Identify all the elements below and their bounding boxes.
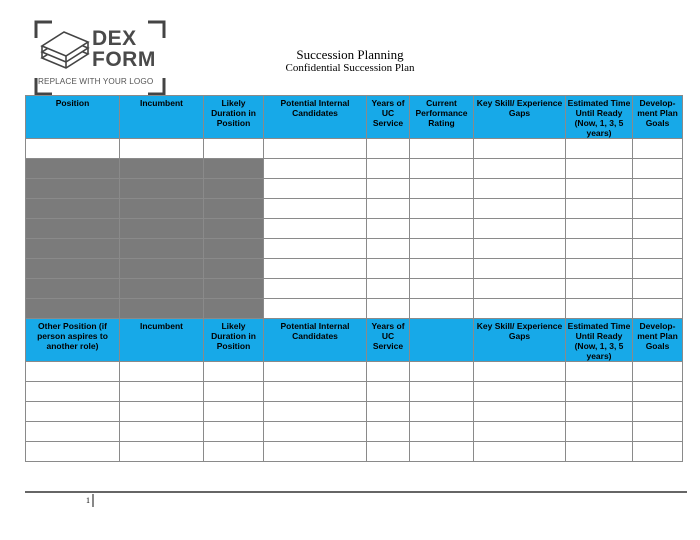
entry-cell[interactable] bbox=[474, 299, 566, 319]
entry-cell[interactable] bbox=[566, 402, 633, 422]
column-header: Incumbent bbox=[120, 319, 204, 362]
entry-cell[interactable] bbox=[566, 159, 633, 179]
entry-cell[interactable] bbox=[367, 199, 410, 219]
shaded-cell bbox=[26, 159, 120, 179]
entry-cell[interactable] bbox=[633, 299, 683, 319]
shaded-cell bbox=[26, 219, 120, 239]
column-header: Likely Duration in Position bbox=[204, 319, 264, 362]
entry-cell[interactable] bbox=[410, 199, 474, 219]
entry-cell[interactable] bbox=[26, 442, 120, 462]
entry-cell[interactable] bbox=[367, 362, 410, 382]
table-row bbox=[26, 279, 683, 299]
column-header: Potential Internal Candidates bbox=[264, 96, 367, 139]
entry-cell[interactable] bbox=[367, 382, 410, 402]
entry-cell[interactable] bbox=[367, 239, 410, 259]
logo-tagline: REPLACE WITH YOUR LOGO bbox=[38, 77, 154, 86]
shaded-cell bbox=[204, 159, 264, 179]
entry-cell[interactable] bbox=[566, 239, 633, 259]
column-header: Key Skill/ Experience Gaps bbox=[474, 319, 566, 362]
entry-cell[interactable] bbox=[633, 239, 683, 259]
entry-cell[interactable] bbox=[566, 362, 633, 382]
entry-cell[interactable] bbox=[566, 219, 633, 239]
table-row bbox=[26, 402, 683, 422]
table-row bbox=[26, 239, 683, 259]
page-number-divider bbox=[92, 494, 94, 507]
shaded-cell bbox=[120, 199, 204, 219]
entry-cell[interactable] bbox=[410, 139, 474, 159]
entry-cell[interactable] bbox=[474, 159, 566, 179]
entry-cell[interactable] bbox=[410, 219, 474, 239]
entry-cell[interactable] bbox=[367, 279, 410, 299]
entry-cell[interactable] bbox=[264, 422, 367, 442]
entry-cell[interactable] bbox=[474, 219, 566, 239]
entry-cell[interactable] bbox=[26, 139, 120, 159]
entry-cell[interactable] bbox=[204, 139, 264, 159]
column-header: Estimated Time Until Ready (Now, 1, 3, 5 years) bbox=[566, 96, 633, 139]
column-header: Estimated Time Until Ready (Now, 1, 3, 5 years) bbox=[566, 319, 633, 362]
entry-cell[interactable] bbox=[264, 159, 367, 179]
entry-cell[interactable] bbox=[633, 139, 683, 159]
entry-cell[interactable] bbox=[633, 362, 683, 382]
shaded-cell bbox=[204, 219, 264, 239]
entry-cell[interactable] bbox=[566, 442, 633, 462]
entry-cell[interactable] bbox=[474, 402, 566, 422]
entry-cell[interactable] bbox=[264, 199, 367, 219]
shaded-cell bbox=[120, 259, 204, 279]
entry-cell[interactable] bbox=[633, 382, 683, 402]
column-header bbox=[410, 319, 474, 362]
entry-cell[interactable] bbox=[633, 159, 683, 179]
entry-cell[interactable] bbox=[566, 299, 633, 319]
entry-cell[interactable] bbox=[633, 279, 683, 299]
entry-cell[interactable] bbox=[204, 442, 264, 462]
shaded-cell bbox=[26, 279, 120, 299]
entry-cell[interactable] bbox=[633, 422, 683, 442]
entry-cell[interactable] bbox=[633, 199, 683, 219]
shaded-cell bbox=[204, 199, 264, 219]
shaded-cell bbox=[26, 259, 120, 279]
entry-cell[interactable] bbox=[26, 422, 120, 442]
column-header: Develop-ment Plan Goals bbox=[633, 96, 683, 139]
column-header: Potential Internal Candidates bbox=[264, 319, 367, 362]
entry-cell[interactable] bbox=[264, 402, 367, 422]
column-header: Position bbox=[26, 96, 120, 139]
shaded-cell bbox=[120, 219, 204, 239]
entry-cell[interactable] bbox=[566, 139, 633, 159]
entry-cell[interactable] bbox=[204, 362, 264, 382]
footer-divider bbox=[25, 491, 687, 493]
entry-cell[interactable] bbox=[474, 442, 566, 462]
entry-cell[interactable] bbox=[120, 422, 204, 442]
document-title: Succession Planning bbox=[296, 47, 404, 62]
table-row bbox=[26, 362, 683, 382]
entry-cell[interactable] bbox=[367, 422, 410, 442]
table-row bbox=[26, 299, 683, 319]
company-logo bbox=[34, 20, 166, 96]
entry-cell[interactable] bbox=[204, 402, 264, 422]
entry-cell[interactable] bbox=[410, 279, 474, 299]
entry-cell[interactable] bbox=[566, 259, 633, 279]
entry-cell[interactable] bbox=[566, 422, 633, 442]
entry-cell[interactable] bbox=[120, 402, 204, 422]
entry-cell[interactable] bbox=[120, 139, 204, 159]
entry-cell[interactable] bbox=[474, 139, 566, 159]
entry-cell[interactable] bbox=[474, 199, 566, 219]
shaded-cell bbox=[120, 299, 204, 319]
entry-cell[interactable] bbox=[566, 199, 633, 219]
column-header: Incumbent bbox=[120, 96, 204, 139]
entry-cell[interactable] bbox=[120, 362, 204, 382]
entry-cell[interactable] bbox=[410, 442, 474, 462]
entry-cell[interactable] bbox=[474, 239, 566, 259]
succession-plan-table bbox=[25, 95, 683, 462]
entry-cell[interactable] bbox=[410, 402, 474, 422]
table-row bbox=[26, 382, 683, 402]
header-row-other-positions bbox=[26, 319, 683, 362]
shaded-cell bbox=[204, 239, 264, 259]
entry-cell[interactable] bbox=[633, 259, 683, 279]
shaded-cell bbox=[120, 239, 204, 259]
entry-cell[interactable] bbox=[474, 362, 566, 382]
entry-cell[interactable] bbox=[633, 442, 683, 462]
entry-cell[interactable] bbox=[474, 279, 566, 299]
entry-cell[interactable] bbox=[264, 139, 367, 159]
column-header: Develop-ment Plan Goals bbox=[633, 319, 683, 362]
entry-cell[interactable] bbox=[474, 179, 566, 199]
entry-cell[interactable] bbox=[264, 259, 367, 279]
entry-cell[interactable] bbox=[264, 299, 367, 319]
shaded-cell bbox=[26, 299, 120, 319]
table-row bbox=[26, 259, 683, 279]
entry-cell[interactable] bbox=[410, 159, 474, 179]
entry-cell[interactable] bbox=[26, 402, 120, 422]
entry-cell[interactable] bbox=[120, 382, 204, 402]
entry-cell[interactable] bbox=[264, 219, 367, 239]
shaded-cell bbox=[204, 179, 264, 199]
entry-cell[interactable] bbox=[633, 179, 683, 199]
shaded-cell bbox=[120, 279, 204, 299]
entry-cell[interactable] bbox=[367, 442, 410, 462]
column-header: Likely Duration in Position bbox=[204, 96, 264, 139]
entry-cell[interactable] bbox=[367, 159, 410, 179]
entry-cell[interactable] bbox=[367, 179, 410, 199]
logo-brand-text: DEX FORM bbox=[92, 27, 156, 71]
shaded-cell bbox=[120, 159, 204, 179]
entry-cell[interactable] bbox=[367, 259, 410, 279]
entry-cell[interactable] bbox=[264, 279, 367, 299]
entry-cell[interactable] bbox=[264, 382, 367, 402]
table-row bbox=[26, 442, 683, 462]
shaded-cell bbox=[120, 179, 204, 199]
entry-cell[interactable] bbox=[410, 239, 474, 259]
column-header: Current Performance Rating bbox=[410, 96, 474, 139]
entry-cell[interactable] bbox=[367, 299, 410, 319]
entry-cell[interactable] bbox=[566, 382, 633, 402]
entry-cell[interactable] bbox=[474, 422, 566, 442]
entry-cell[interactable] bbox=[410, 362, 474, 382]
entry-cell[interactable] bbox=[120, 442, 204, 462]
entry-cell[interactable] bbox=[26, 382, 120, 402]
entry-cell[interactable] bbox=[474, 259, 566, 279]
shaded-cell bbox=[26, 239, 120, 259]
shaded-cell bbox=[204, 299, 264, 319]
entry-cell[interactable] bbox=[367, 139, 410, 159]
entry-cell[interactable] bbox=[410, 179, 474, 199]
shaded-cell bbox=[204, 279, 264, 299]
entry-cell[interactable] bbox=[204, 382, 264, 402]
table-row bbox=[26, 139, 683, 159]
entry-cell[interactable] bbox=[264, 179, 367, 199]
header-row-positions bbox=[26, 96, 683, 139]
entry-cell[interactable] bbox=[410, 382, 474, 402]
table-row bbox=[26, 219, 683, 239]
entry-cell[interactable] bbox=[367, 219, 410, 239]
entry-cell[interactable] bbox=[264, 239, 367, 259]
entry-cell[interactable] bbox=[410, 259, 474, 279]
page-number: 1 bbox=[86, 496, 90, 505]
entry-cell[interactable] bbox=[264, 362, 367, 382]
column-header: Key Skill/ Experience Gaps bbox=[474, 96, 566, 139]
table-row bbox=[26, 199, 683, 219]
table-row bbox=[26, 179, 683, 199]
entry-cell[interactable] bbox=[566, 279, 633, 299]
column-header: Years of UC Service bbox=[367, 96, 410, 139]
document-title-block bbox=[200, 48, 500, 75]
column-header: Years of UC Service bbox=[367, 319, 410, 362]
table-row bbox=[26, 159, 683, 179]
entry-cell[interactable] bbox=[367, 402, 410, 422]
document-subtitle: Confidential Succession Plan bbox=[285, 62, 415, 74]
entry-cell[interactable] bbox=[204, 422, 264, 442]
entry-cell[interactable] bbox=[410, 422, 474, 442]
entry-cell[interactable] bbox=[474, 382, 566, 402]
table-row bbox=[26, 422, 683, 442]
shaded-cell bbox=[204, 259, 264, 279]
entry-cell[interactable] bbox=[26, 362, 120, 382]
entry-cell[interactable] bbox=[264, 442, 367, 462]
column-header: Other Position (if person aspires to another role) bbox=[26, 319, 120, 362]
entry-cell[interactable] bbox=[410, 299, 474, 319]
entry-cell[interactable] bbox=[633, 402, 683, 422]
entry-cell[interactable] bbox=[633, 219, 683, 239]
entry-cell[interactable] bbox=[566, 179, 633, 199]
shaded-cell bbox=[26, 179, 120, 199]
shaded-cell bbox=[26, 199, 120, 219]
